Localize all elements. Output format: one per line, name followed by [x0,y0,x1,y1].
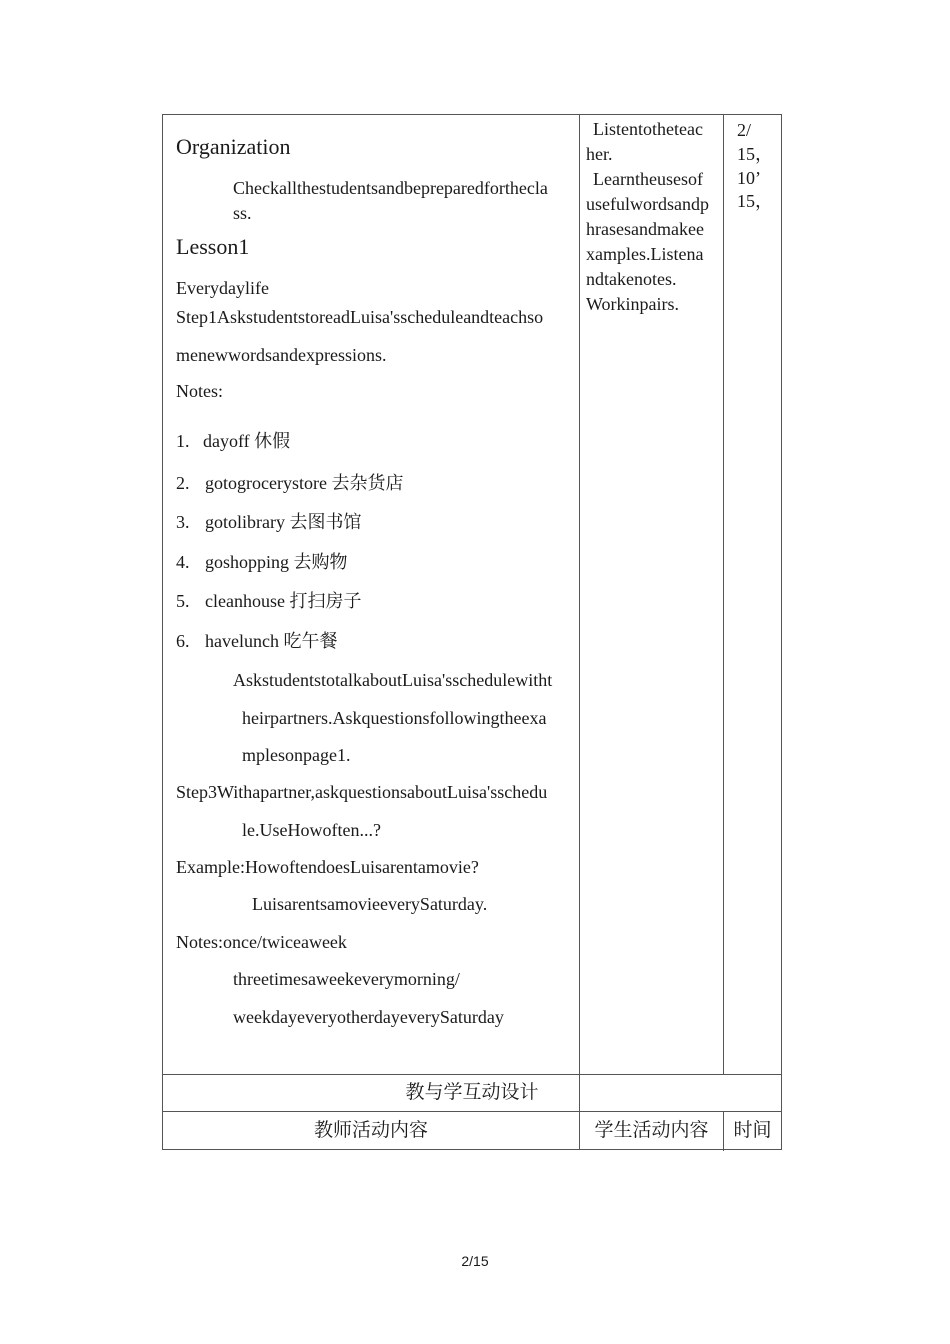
student-activity-line: ndtakenotes. [586,269,677,289]
note-number: 4. [176,552,190,572]
section-header: 教与学互动设计 [405,1082,539,1103]
topic-line: Everydaylife [176,278,269,298]
step3-line: Step3Withapartner,askquestionsaboutLuisa'sschedu [176,782,548,802]
note-number: 6. [176,631,190,651]
student-activity-line: her. [586,144,613,164]
step2-line: mplesonpage1. [242,745,351,765]
student-activity-line: usefulwordsandp [586,194,709,214]
note-item: goshopping 去购物 [205,552,348,572]
time-line: 10’ [737,168,761,188]
example-line: Example:HowoftendoesLuisarentamovie? [176,857,479,877]
lesson-plan-table [162,114,782,1150]
row-divider [163,1111,781,1112]
organization-heading: Organization [176,134,291,159]
note-number: 2. [176,473,190,493]
note-item: gotogrocerystore 去杂货店 [205,473,404,493]
step1-line: menewwordsandexpressions. [176,345,387,365]
check-line: ss. [233,203,252,223]
time-column-header: 时间 [733,1120,772,1141]
row-divider [163,1074,781,1075]
note-number: 3. [176,512,190,532]
column-divider [723,115,724,1075]
notes2-line: weekdayeveryotherdayeverySaturday [233,1007,504,1027]
student-activity-line: Listentotheteac [593,119,703,139]
column-divider [579,115,580,1150]
note-item: gotolibrary 去图书馆 [205,512,362,532]
notes2-line: Notes:once/twiceaweek [176,932,347,952]
note-number: 1. [176,431,190,451]
notes-label: Notes: [176,381,223,401]
check-line: Checkallthestudentsandbepreparedforthecla [233,178,548,198]
page-number: 2/15 [461,1253,489,1269]
step3-line: le.UseHowoften...? [242,820,381,840]
note-item: dayoff 休假 [203,431,291,451]
step1-line: Step1AskstudentstoreadLuisa'sscheduleandteachso [176,307,544,327]
student-activity-line: hrasesandmakee [586,219,704,239]
notes2-line: threetimesaweekeverymorning/ [233,969,460,989]
note-item: cleanhouse 打扫房子 [205,591,362,611]
step2-line: AskstudentstotalkaboutLuisa'sschedulewitht [233,670,553,690]
step2-line: heirpartners.Askquestionsfollowingtheexa [242,708,547,728]
time-line: 2/ [737,120,752,140]
student-activity-line: Workinpairs. [586,294,680,314]
student-activity-line: xamples.Listena [586,244,704,264]
note-item: havelunch 吃午餐 [205,631,338,651]
answer-line: LuisarentsamovieeverySaturday. [252,894,488,914]
time-line: 15， [737,191,773,211]
teacher-column-header: 教师活动内容 [313,1120,428,1141]
student-column-header: 学生活动内容 [594,1120,709,1141]
lesson-heading: Lesson1 [176,234,250,259]
student-activity-line: Learntheusesof [593,169,703,189]
time-line: 15， [737,144,773,164]
note-number: 5. [176,591,190,611]
